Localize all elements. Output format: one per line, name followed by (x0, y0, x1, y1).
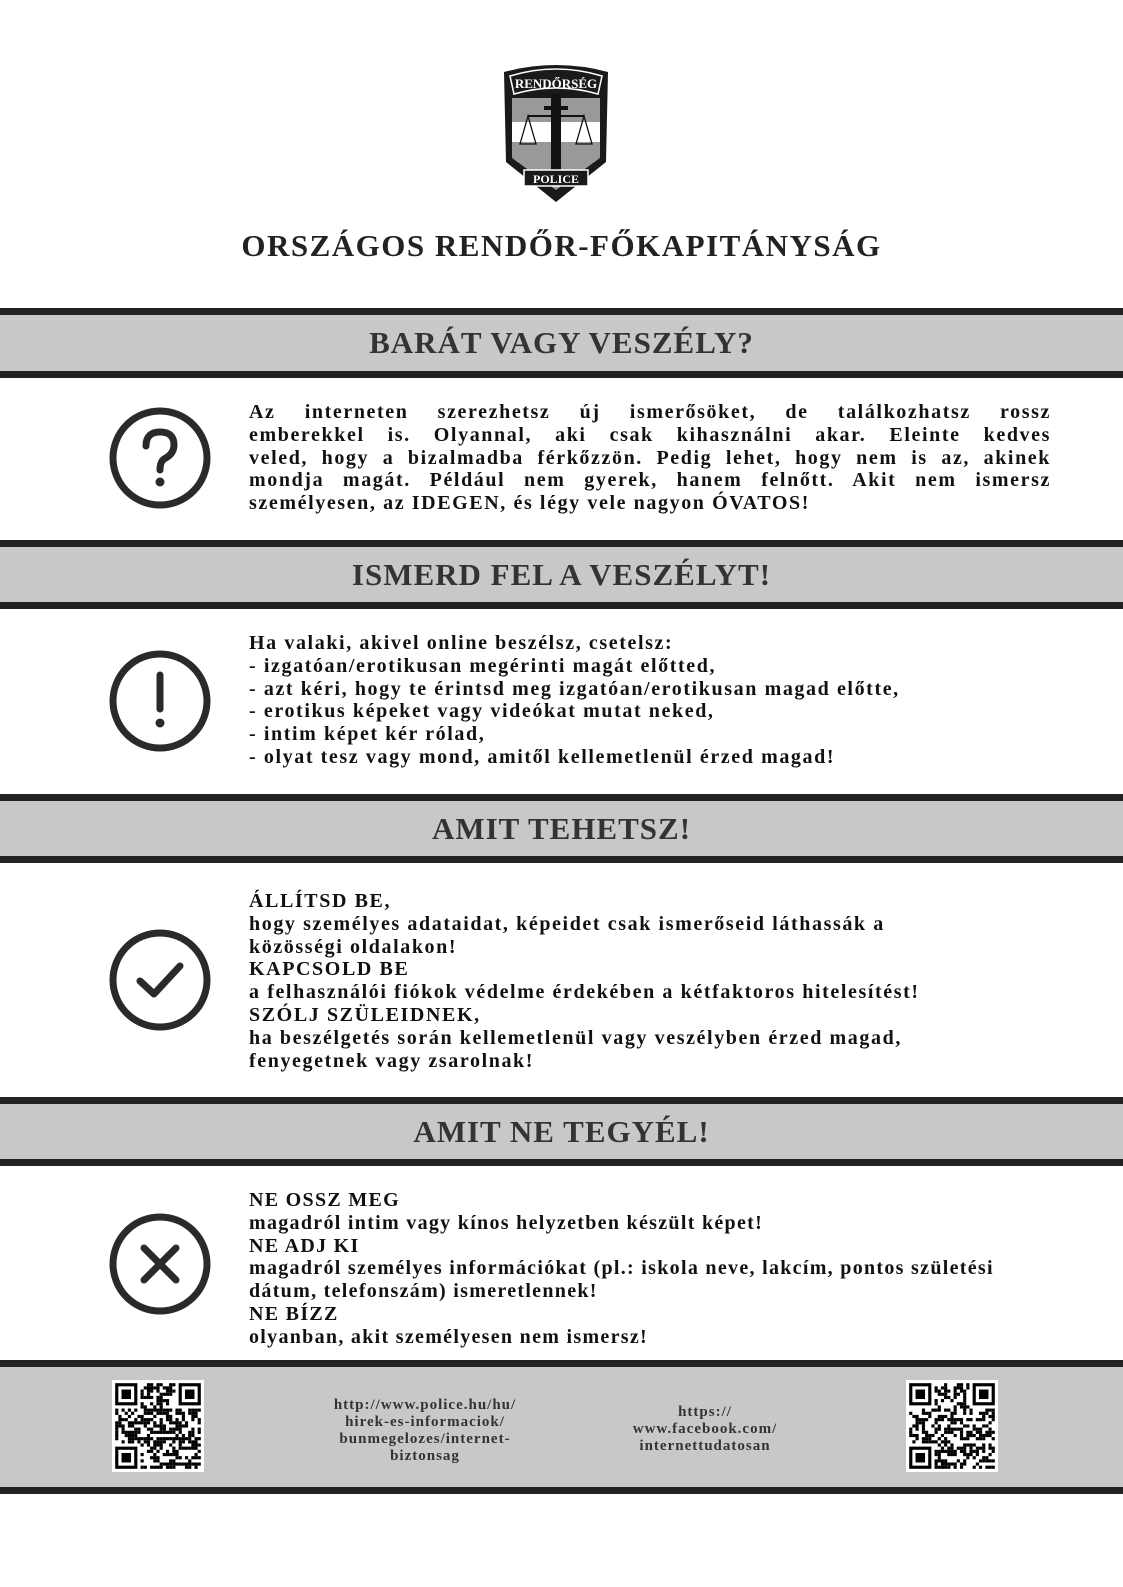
police-badge-logo (500, 62, 612, 204)
checkmark-icon (108, 928, 212, 1032)
logo-bottom-text: POLICE (532, 172, 580, 186)
section-heading-1: BARÁT VAGY VESZÉLY? (0, 308, 1123, 378)
section-heading-2: ISMERD FEL A VESZÉLYT! (0, 540, 1123, 609)
qr-code-facebook[interactable] (906, 1380, 998, 1472)
facebook-url[interactable]: https:// www.facebook.com/ internettudatosan (632, 1404, 778, 1454)
question-icon (108, 406, 212, 510)
section-text-1: Az interneten szerezhetsz új ismerősöket, de találkozhatsz rossz emberekkel is. Olyannal, aki csak kihasználni akar. Eleinte kedves veled, hogy a bizalmadba férkőzzön. Pedig lehet, hogy nem is az, akinek mondja magát. Például nem gyerek, hanem felnőtt. Akit nem ismersz személyesen, az IDEGEN, és légy vele nagyon ÓVATOS! (249, 401, 1051, 515)
logo-top-text: RENDŐRSÉG (514, 76, 598, 91)
exclamation-icon (108, 649, 212, 753)
organization-title: ORSZÁGOS RENDŐR-FŐKAPITÁNYSÁG (241, 228, 882, 263)
section-text-2: Ha valaki, akivel online beszélsz, csetelsz: - izgatóan/erotikusan megérinti magát előtted, - azt kéri, hogy te érintsd meg izgatóan/erotikusan magad előtte, - erotikus képeket vagy videókat mutat neked, - intim képet kér rólad, - olyat tesz vagy mond, amitől kellemetlenül érzed magad! (249, 632, 900, 768)
section-heading-4: AMIT NE TEGYÉL! (0, 1097, 1123, 1166)
x-icon (108, 1212, 212, 1316)
qr-code-police[interactable] (112, 1380, 204, 1472)
section-heading-3: AMIT TEHETSZ! (0, 794, 1123, 863)
police-url[interactable]: http://www.police.hu/hu/ hirek-es-informaciok/ bunmegelozes/internet- biztonsag (333, 1397, 517, 1464)
footer (0, 1360, 1123, 1494)
section-text-3: ÁLLÍTSD BE, hogy személyes adataidat, képeidet csak ismerőseid láthassák a közösségi oldalakon! KAPCSOLD BE a felhasználói fiókok védelme érdekében a kétfaktoros hitelesítést! SZÓLJ SZÜLEIDNEK, ha beszélgetés során kellemetlenül vagy veszélyben érzed magad, fenyegetnek vagy zsarolnak! (249, 890, 920, 1072)
section-text-4: NE OSSZ MEG magadról intim vagy kínos helyzetben készült képet! NE ADJ KI magadról személyes információkat (pl.: iskola neve, lakcím, pontos születési dátum, telefonszám) ismeretlennek! NE BÍZZ olyanban, akit személyesen nem ismersz! (249, 1189, 994, 1348)
